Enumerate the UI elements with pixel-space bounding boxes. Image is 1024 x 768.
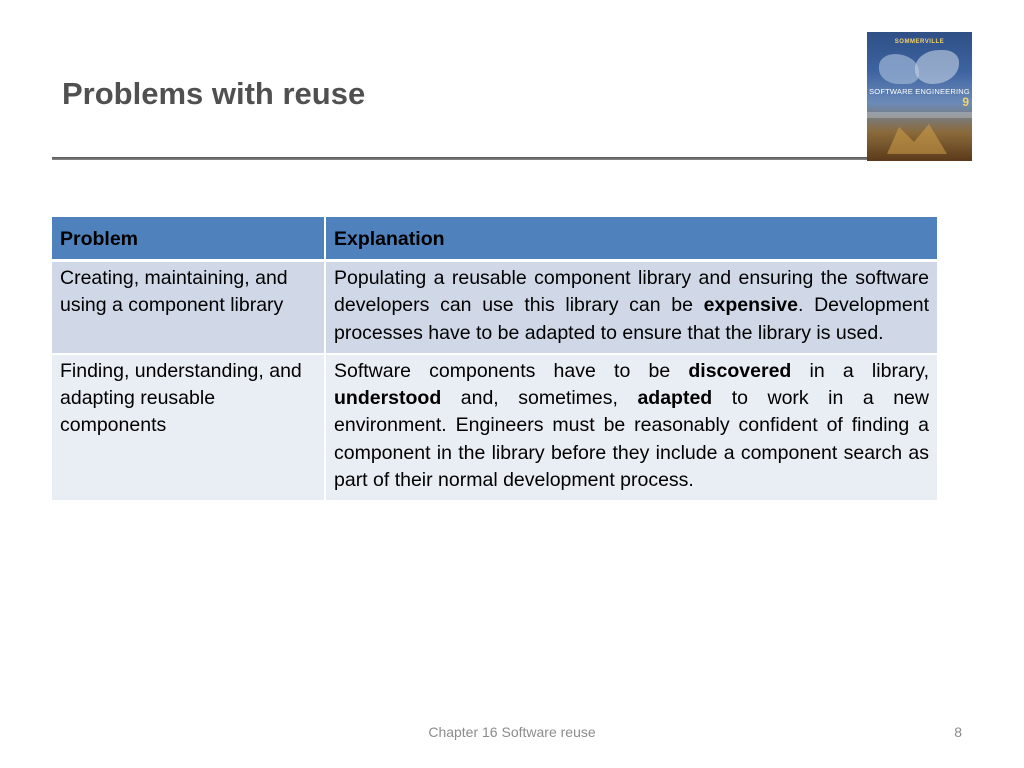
explanation-text: to work in a new environment. Engineers must be reasonably confident of finding a component in the library before they include a component search as part of their normal development process.: [334, 387, 929, 492]
header-problem: Problem: [52, 217, 325, 261]
problem-cell: Creating, maintaining, and using a component library: [52, 261, 325, 354]
emphasis-text: understood: [334, 387, 442, 410]
title-divider: [52, 157, 868, 160]
header-explanation: Explanation: [325, 217, 937, 261]
explanation-text: Populating a reusable component library and ensuring the software developers can use this library can be: [334, 267, 929, 317]
explanation-text: . Development processes have to be adapted to ensure that the library is used.: [334, 294, 929, 344]
explanation-cell: [325, 261, 937, 354]
problem-cell: Finding, understanding, and adapting reusable components: [52, 354, 325, 501]
cover-shape: [879, 54, 919, 84]
explanation-text: in a library,: [791, 359, 929, 382]
slide-footer: Chapter 16 Software reuse: [428, 724, 596, 740]
cover-shape: [887, 124, 947, 154]
explanation-text: Software components have to be: [334, 359, 689, 382]
emphasis-text: discovered: [688, 359, 792, 382]
table-header-row: [52, 217, 937, 261]
emphasis-text: adapted: [637, 387, 713, 410]
page-number: 8: [954, 724, 962, 740]
explanation-text: and, sometimes,: [441, 387, 638, 410]
book-edition: 9: [962, 95, 969, 109]
book-cover-image: [867, 32, 972, 161]
reuse-problems-table: [52, 217, 937, 502]
slide-title: Problems with reuse: [62, 76, 366, 111]
book-author: SOMMERVILLE: [894, 39, 945, 45]
emphasis-text: expensive: [703, 294, 798, 317]
table-row: [52, 354, 937, 501]
explanation-cell: [325, 354, 937, 501]
book-title: SOFTWARE ENGINEERING: [869, 87, 970, 96]
cover-stripe: [867, 112, 972, 118]
cover-shape: [915, 50, 959, 84]
table-row: [52, 261, 937, 354]
